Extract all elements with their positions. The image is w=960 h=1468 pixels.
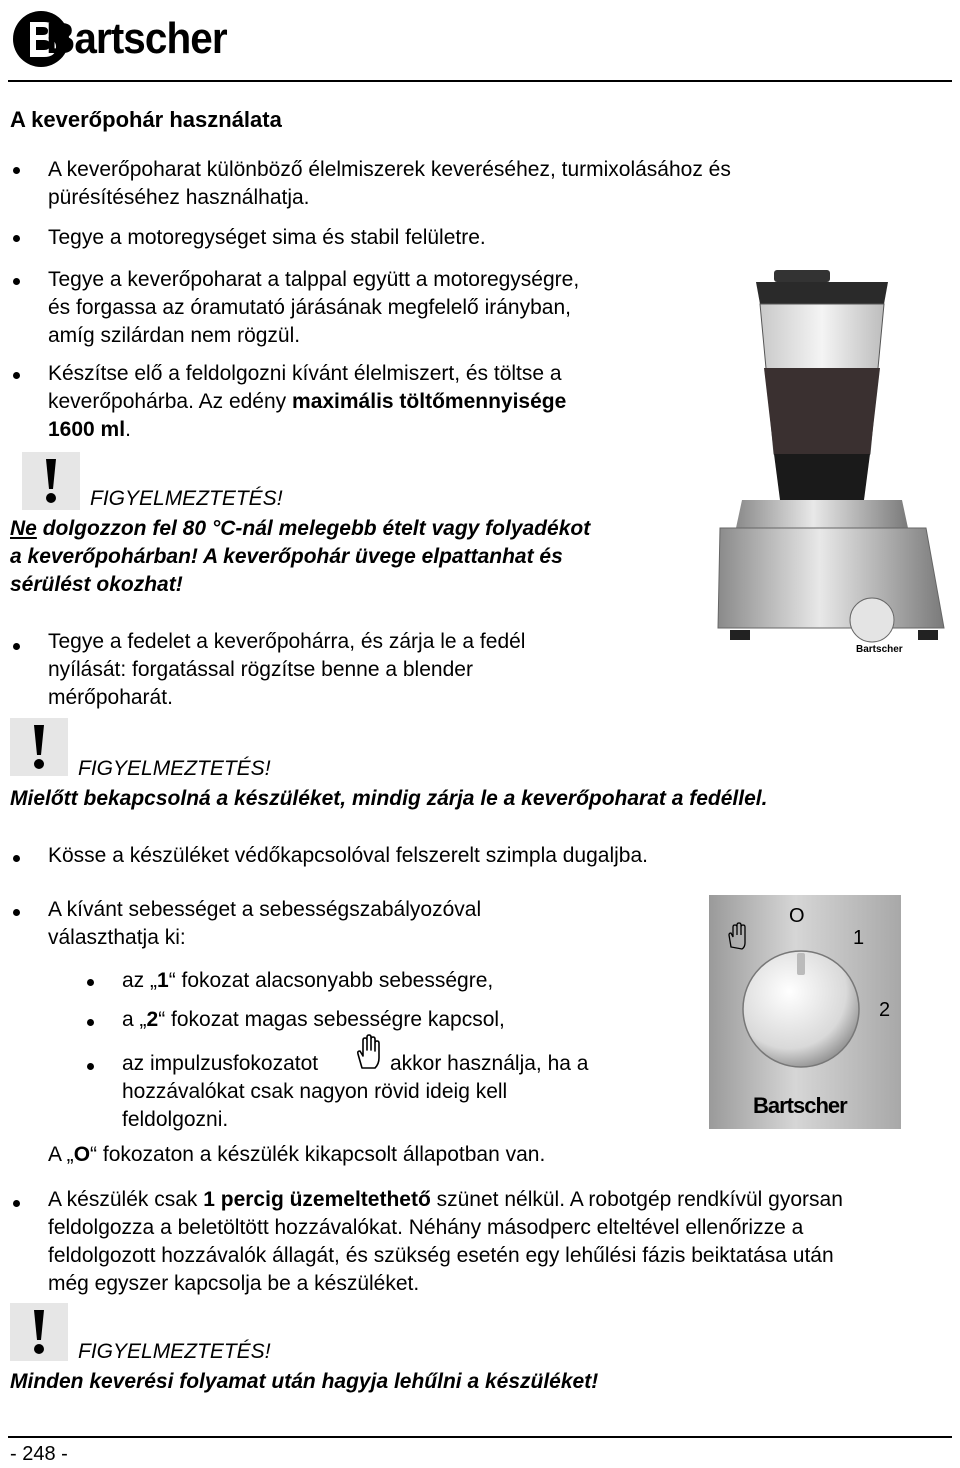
list-item	[48, 1186, 843, 1214]
list-item-cont: nyílását: forgatással rögzítse benne a blender	[48, 658, 473, 681]
list-item: Készítse elő a feldolgozni kívánt élelmiszert, és töltse a	[48, 362, 562, 385]
list-item-cont: feldolgozza a beletöltött hozzávalókat. Néhány másodperc elteltével ellenőrizze a	[48, 1216, 804, 1239]
text-run: “ fokozat magas sebességre kapcsol,	[158, 1008, 505, 1031]
capacity-value: 1600 ml	[48, 418, 126, 441]
sub-list-item-cont: akkor használja, ha a	[390, 1052, 589, 1075]
warning-icon	[10, 1303, 68, 1361]
warning-emphasis: Ne	[10, 517, 37, 540]
list-item-cont	[48, 416, 131, 444]
bullet-dot	[13, 235, 20, 242]
bullet-dot	[13, 167, 20, 174]
runtime-limit: 1 percig üzemeltethető	[203, 1188, 431, 1211]
sub-bullet-dot	[87, 1063, 94, 1070]
logo-wordmark: Bartscher	[46, 14, 227, 63]
warning-title: FIGYELMEZTETÉS!	[90, 487, 283, 510]
max-capacity-label: maximális töltőmennyisége	[292, 390, 567, 413]
list-item-cont: választhatja ki:	[48, 926, 186, 949]
list-item: A keverőpoharat különböző élelmiszerek keveréséhez, turmixolásához és	[48, 158, 731, 181]
list-item-cont: még egyszer kapcsolja be a készüléket.	[48, 1272, 420, 1295]
pulse-hand-icon	[354, 1034, 384, 1070]
list-item-cont	[48, 388, 566, 416]
bullet-dot	[13, 372, 20, 379]
page-number: - 248 -	[10, 1443, 68, 1465]
warning-text: Mielőtt bekapcsolná a készüléket, mindig zárja le a keverőpoharat a fedéllel.	[10, 787, 768, 810]
brand-logo	[8, 4, 238, 74]
warning-text-cont: sérülést okozhat!	[10, 573, 183, 596]
text-run: A „	[48, 1143, 74, 1166]
speed-dial-image	[709, 895, 901, 1129]
text-run: a „	[122, 1008, 147, 1031]
warning-text-cont: a keverőpohárban! A keverőpohár üvege elpattanhat és	[10, 545, 563, 568]
blender-image	[712, 268, 956, 668]
text-run: az „	[122, 969, 158, 992]
bullet-dot	[13, 855, 20, 862]
off-position-note	[48, 1141, 545, 1169]
header-rule	[8, 80, 952, 82]
warning-icon	[22, 452, 80, 510]
warning-title: FIGYELMEZTETÉS!	[78, 1340, 271, 1363]
list-item-cont: és forgassa az óramutató járásának megfelelő irányban,	[48, 296, 571, 319]
dial-label-2: 2	[879, 999, 891, 1021]
sub-list-item	[122, 1006, 505, 1034]
warning-text: Minden keverési folyamat után hagyja lehűlni a készüléket!	[10, 1370, 599, 1393]
text-run: .	[125, 418, 131, 441]
list-item-cont: amíg szilárdan nem rögzül.	[48, 324, 301, 347]
warning-title: FIGYELMEZTETÉS!	[78, 757, 271, 780]
sub-list-item	[122, 967, 493, 995]
section-title: A keverőpohár használata	[10, 107, 282, 132]
text-run: A készülék csak	[48, 1188, 204, 1211]
bullet-dot	[13, 1200, 20, 1207]
list-item-cont: mérőpoharát.	[48, 686, 173, 709]
list-item: Tegye a keverőpoharat a talppal együtt a motoregységre,	[48, 268, 580, 291]
footer-rule	[8, 1436, 952, 1438]
warning-icon	[10, 718, 68, 776]
speed-value: 2	[146, 1008, 159, 1031]
text-run: dolgozzon fel 80 °C-nál melegebb ételt vagy folyadékot	[36, 517, 591, 540]
sub-list-item: az impulzusfokozatot	[122, 1052, 319, 1075]
text-run: keverőpohárba. Az edény	[48, 390, 293, 413]
dial-brand-label: Bartscher	[753, 1093, 847, 1118]
list-item: Tegye a motoregységet sima és stabil felületre.	[48, 226, 486, 249]
text-run: “ fokozat alacsonyabb sebességre,	[168, 969, 494, 992]
dial-label-1: 1	[853, 927, 865, 949]
list-item: Kösse a készüléket védőkapcsolóval felszerelt szimpla dugaljba.	[48, 844, 648, 867]
bullet-dot	[13, 909, 20, 916]
speed-value: 1	[157, 969, 169, 992]
text-run: szünet nélkül. A robotgép rendkívül gyorsan	[430, 1188, 843, 1211]
text-run: “ fokozaton a készülék kikapcsolt állapotban van.	[90, 1143, 546, 1166]
speed-value: O	[73, 1143, 91, 1166]
list-item-cont: feldolgozott hozzávalók állagát, és szükség esetén egy lehűlési fázis beiktatása után	[48, 1244, 834, 1267]
blender-brand-label: Bartscher	[856, 644, 903, 655]
sub-list-item-cont: feldolgozni.	[122, 1108, 229, 1131]
list-item: A kívánt sebességet a sebességszabályozóval	[48, 898, 482, 921]
sub-bullet-dot	[87, 1019, 94, 1026]
sub-bullet-dot	[87, 979, 94, 986]
sub-list-item-cont: hozzávalókat csak nagyon rövid ideig kell	[122, 1080, 508, 1103]
list-item-cont: pürésítéséhez használhatja.	[48, 186, 310, 209]
dial-label-off: O	[789, 905, 805, 927]
bullet-dot	[13, 643, 20, 650]
warning-text	[10, 515, 590, 543]
list-item: Tegye a fedelet a keverőpohárra, és zárja le a fedél	[48, 630, 526, 653]
bullet-dot	[13, 278, 20, 285]
